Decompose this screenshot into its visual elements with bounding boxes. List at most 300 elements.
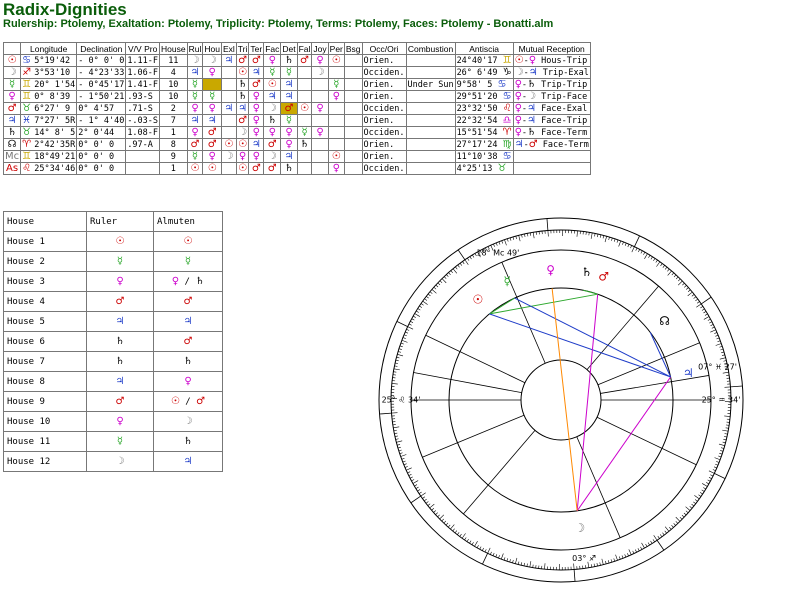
degree-tick <box>663 265 665 267</box>
per-cell-glyph: ♀ <box>332 90 340 102</box>
degree-tick <box>527 233 528 236</box>
house-almuten: ☉ / ♂ <box>154 392 223 412</box>
degree-tick <box>723 442 726 443</box>
exl-cell <box>221 151 236 163</box>
exl-cell <box>221 67 236 79</box>
house-almuten: ♃ <box>154 312 223 332</box>
rul-cell-glyph: ♂ <box>190 138 200 150</box>
house-almuten: ☉ <box>154 232 223 252</box>
degree-tick <box>455 267 457 269</box>
rul-cell <box>187 115 203 127</box>
antiscia-cell: 23°32'50 ♌ <box>456 102 512 114</box>
tri-cell-glyph: ♄ <box>238 78 248 90</box>
degree-tick <box>436 285 438 287</box>
hou-cell <box>203 67 222 79</box>
ter-cell <box>249 103 264 115</box>
house-cell: 8 <box>160 139 188 151</box>
degree-tick <box>591 233 592 239</box>
planet-glyph: ☉ <box>472 292 484 307</box>
degree-tick <box>438 515 440 517</box>
joy-cell <box>312 151 328 163</box>
fac-cell <box>264 115 281 127</box>
planet-cell-glyph: ♂ <box>7 102 17 114</box>
vv-pro-cell <box>126 151 160 163</box>
house-cell: 10 <box>160 79 188 91</box>
degree-tick <box>450 525 454 530</box>
degree-tick <box>477 545 478 548</box>
house-cell: 7 <box>160 115 188 127</box>
exl-cell <box>221 127 236 139</box>
degree-tick <box>493 553 494 556</box>
degree-tick <box>428 504 430 506</box>
house-name: House 2 <box>4 252 87 272</box>
degree-tick <box>648 543 650 546</box>
degree-tick <box>702 483 707 486</box>
det-cell <box>281 55 297 67</box>
dignity-row <box>4 79 591 91</box>
degree-tick <box>715 458 721 460</box>
rul-cell <box>187 55 203 67</box>
house-almuten: ♀ <box>154 372 223 392</box>
degree-tick <box>656 262 659 267</box>
bsg-cell <box>344 79 362 91</box>
degree-tick <box>692 294 694 296</box>
degree-tick <box>404 335 407 336</box>
house-row <box>4 252 223 272</box>
house-ruler: ♃ <box>87 312 154 332</box>
vv-pro-cell: 1.11-F <box>127 55 159 66</box>
fac-cell-glyph: ☿ <box>269 66 276 78</box>
degree-tick <box>395 363 398 364</box>
degree-tick <box>668 271 672 276</box>
degree-tick <box>616 555 618 561</box>
tri-cell-glyph: ♂ <box>238 114 248 126</box>
house-row <box>4 452 223 472</box>
longitude-cell: ♓ 7°27' 5R <box>22 114 76 126</box>
per-cell <box>328 115 344 127</box>
sign-boundary <box>397 321 408 326</box>
degree-tick <box>682 515 684 517</box>
exl-cell-glyph: ☽ <box>224 150 234 162</box>
ter-cell-glyph: ♀ <box>252 102 260 114</box>
house-row <box>4 392 223 412</box>
degree-tick <box>530 561 531 567</box>
degree-tick <box>703 487 706 489</box>
planet-glyph: ♂ <box>598 269 609 284</box>
exl-cell <box>221 139 236 151</box>
degree-tick <box>686 511 688 513</box>
degree-tick <box>633 551 634 554</box>
antiscia-cell: 29°51'20 ♋ <box>456 90 512 102</box>
sign-glyph: ♊ <box>22 90 35 102</box>
degree-tick <box>465 260 468 265</box>
degree-tick <box>510 559 511 562</box>
degree-tick <box>393 427 399 428</box>
joy-cell <box>312 91 328 103</box>
degree-tick <box>643 252 644 255</box>
fal-cell <box>297 79 312 91</box>
house-cell: 10 <box>160 91 188 103</box>
degree-tick <box>608 560 609 563</box>
degree-tick <box>720 349 723 350</box>
degree-tick <box>722 355 725 356</box>
hou-cell-glyph: ♂ <box>207 138 217 150</box>
exl-cell-glyph: ♃ <box>224 102 234 114</box>
degree-tick <box>723 439 726 440</box>
degree-tick <box>597 234 598 237</box>
degree-tick <box>660 534 662 536</box>
house-ruler: ♂ <box>87 292 154 312</box>
antiscia-sign-glyph: ♍ <box>502 138 512 150</box>
bsg-cell <box>344 127 362 139</box>
degree-tick <box>399 349 402 350</box>
degree-tick <box>669 527 671 529</box>
planet-cell-glyph: ☽ <box>7 66 17 78</box>
planet-glyph: ♄ <box>581 265 593 280</box>
dignity-row <box>4 67 591 79</box>
combustion-cell <box>406 115 455 127</box>
degree-tick <box>690 506 692 508</box>
planet-glyph: ♃ <box>682 365 694 380</box>
col-header: Exl <box>222 43 235 54</box>
degree-tick <box>636 248 637 251</box>
ter-cell-glyph: ♀ <box>252 126 260 138</box>
vv-pro-cell: 1.41-F <box>127 79 159 90</box>
degree-tick <box>502 241 503 244</box>
hou-cell-glyph: ☽ <box>207 54 217 66</box>
degree-tick <box>444 521 446 523</box>
rul-cell-glyph: ☿ <box>191 150 199 162</box>
degree-tick <box>724 436 727 437</box>
sign-glyph: ♉ <box>22 126 35 138</box>
det-cell <box>281 115 297 127</box>
degree-tick <box>665 267 667 269</box>
mutual-reception-cell: ♃-♂ Face-Term <box>514 138 589 150</box>
col-header: Mutual Reception <box>513 43 590 55</box>
hou-cell-glyph: ♀ <box>208 66 216 78</box>
bsg-cell <box>344 91 362 103</box>
fac-cell-glyph: ♀ <box>268 126 276 138</box>
degree-tick <box>642 543 645 548</box>
house-col-header: Ruler <box>87 212 154 232</box>
dignity-row <box>4 127 591 139</box>
hou-cell <box>203 55 222 67</box>
antiscia-sign-glyph: ♌ <box>502 102 512 114</box>
degree-tick <box>396 439 399 440</box>
degree-tick <box>700 306 703 308</box>
planet-cell <box>4 79 21 91</box>
fal-cell <box>297 139 312 151</box>
degree-tick <box>704 311 707 313</box>
vv-pro-cell <box>126 163 160 175</box>
col-header: Ter <box>250 43 263 54</box>
mutual-reception-cell <box>513 151 590 163</box>
degree-tick <box>438 283 440 285</box>
degree-tick <box>605 236 607 242</box>
longitude-cell: ♊ 20° 1'54 <box>22 78 76 90</box>
degree-tick <box>611 559 612 562</box>
house-name: House 4 <box>4 292 87 312</box>
degree-tick <box>516 236 517 239</box>
planet-cell <box>4 91 21 103</box>
tri-cell-glyph: ☉ <box>238 138 248 150</box>
det-cell <box>281 127 297 139</box>
degree-tick <box>434 510 436 512</box>
bsg-cell <box>344 163 362 175</box>
mutual-reception-cell: ♀-♄ Face-Term <box>513 127 590 139</box>
occ-ori-cell: Orien. <box>362 79 406 91</box>
fac-cell <box>264 67 281 79</box>
rul-cell <box>187 127 203 139</box>
degree-tick <box>632 247 635 252</box>
dignity-row <box>4 163 591 175</box>
occ-ori-cell: Occiden. <box>363 127 405 138</box>
degree-tick <box>646 544 648 547</box>
longitude-cell: ♉ 6°27' 9 <box>21 103 77 115</box>
degree-tick <box>488 548 491 553</box>
det-cell <box>281 151 297 163</box>
degree-tick <box>421 304 423 306</box>
col-header: Occ/Ori <box>362 43 406 55</box>
degree-tick <box>524 234 525 237</box>
degree-tick <box>440 281 442 283</box>
det-cell-glyph: ♀ <box>285 138 293 150</box>
degree-tick <box>665 531 667 533</box>
rul-cell-glyph: ♀ <box>191 102 199 114</box>
mutual-reception-cell: ♀-♃ Face-Exal <box>513 103 590 115</box>
degree-tick <box>713 469 716 470</box>
vv-pro-cell: 1.06-F <box>127 67 159 78</box>
joy-cell <box>312 163 328 175</box>
combustion-cell <box>406 55 455 67</box>
degree-tick <box>716 461 719 462</box>
degree-tick <box>653 258 655 260</box>
degree-tick <box>591 564 592 567</box>
degree-tick <box>462 261 464 263</box>
degree-tick <box>458 265 460 267</box>
hou-cell <box>203 127 222 139</box>
per-cell <box>328 163 344 175</box>
degree-tick <box>695 299 697 301</box>
degree-tick <box>522 235 523 238</box>
degree-tick <box>656 260 658 262</box>
degree-tick <box>403 337 406 338</box>
degree-tick <box>723 372 729 373</box>
tri-cell <box>236 115 249 127</box>
det-cell-glyph: ♀ <box>285 126 293 138</box>
degree-tick <box>405 332 408 333</box>
planet-cell <box>4 67 21 79</box>
sign-glyph: ♋ <box>22 54 35 66</box>
planet-cell-glyph: ♀ <box>8 90 16 102</box>
degree-tick <box>446 275 448 277</box>
degree-tick <box>680 517 682 519</box>
degree-tick <box>394 369 400 370</box>
combustion-cell <box>406 139 455 151</box>
degree-tick <box>448 525 450 527</box>
planet-cell <box>4 103 21 115</box>
longitude-cell: ♉ 14° 8' 5 <box>22 126 76 138</box>
antiscia-sign-glyph: ♋ <box>502 150 512 162</box>
degree-tick <box>614 239 615 242</box>
degree-tick <box>654 535 657 540</box>
degree-tick <box>718 456 721 457</box>
degree-tick <box>721 448 724 449</box>
degree-tick <box>638 548 639 551</box>
col-header: Det <box>282 43 296 54</box>
degree-tick <box>507 558 508 561</box>
degree-tick <box>617 240 618 243</box>
degree-tick <box>504 240 506 246</box>
tri-cell-glyph: ♄ <box>238 90 248 102</box>
det-cell-glyph: ☿ <box>285 114 293 126</box>
col-header: Fac <box>265 43 280 54</box>
det-cell <box>281 79 297 91</box>
degree-tick <box>697 301 699 303</box>
rul-cell-glyph: ☉ <box>190 162 200 174</box>
degree-tick <box>709 477 712 478</box>
degree-tick <box>482 548 483 551</box>
degree-tick <box>462 533 465 538</box>
aspect-line <box>583 290 597 294</box>
mutual-reception-cell: ☽-♃ Trip-Exal <box>514 66 589 78</box>
tri-cell-glyph: ♀ <box>238 150 247 162</box>
degree-tick <box>723 361 726 362</box>
degree-tick <box>678 279 680 281</box>
house-name: House 3 <box>4 272 87 292</box>
degree-tick <box>411 479 414 480</box>
rul-cell-glyph: ☿ <box>191 78 199 90</box>
degree-tick <box>708 319 711 320</box>
fal-cell <box>297 127 312 139</box>
degree-tick <box>453 269 457 274</box>
joy-cell <box>312 139 328 151</box>
house-ruler: ☽ <box>87 452 154 472</box>
per-cell-glyph: ☉ <box>331 54 341 66</box>
degree-tick <box>674 523 676 525</box>
degree-tick <box>446 523 448 525</box>
sign-boundary <box>380 413 392 414</box>
planet-cell <box>4 115 21 127</box>
house-row <box>4 332 223 352</box>
fal-cell <box>297 115 312 127</box>
degree-tick <box>667 269 669 271</box>
degree-tick <box>609 237 610 240</box>
degree-tick <box>721 352 724 353</box>
fac-cell <box>264 139 281 151</box>
ter-cell <box>249 115 264 127</box>
antiscia-sign-glyph: ♉ <box>497 162 507 174</box>
degree-tick <box>716 338 719 339</box>
planet-cell <box>4 151 21 163</box>
house-almuten: ♀ / ♄ <box>154 272 223 292</box>
fac-cell-glyph: ♃ <box>267 90 277 102</box>
degree-tick <box>709 322 712 323</box>
house-ruler: ♃ <box>87 372 154 392</box>
degree-tick <box>700 492 702 494</box>
per-cell <box>328 139 344 151</box>
exl-cell <box>221 91 236 103</box>
degree-tick <box>694 297 696 299</box>
antiscia-cell: 11°10'38 ♋ <box>456 150 512 162</box>
joy-cell-glyph: ☽ <box>315 66 325 78</box>
degree-tick <box>419 306 421 308</box>
degree-tick <box>630 245 631 248</box>
fal-cell <box>297 163 312 175</box>
aspect-line <box>552 288 577 510</box>
house-cusp-line <box>414 372 522 392</box>
degree-tick <box>426 501 428 503</box>
exl-cell-glyph: ☉ <box>224 138 234 150</box>
house-cell: 1 <box>160 127 188 139</box>
degree-tick <box>704 316 709 319</box>
degree-tick <box>651 257 653 260</box>
fal-cell <box>297 67 312 79</box>
degree-tick <box>698 495 700 497</box>
combustion-cell <box>406 163 455 175</box>
occ-ori-cell: Occiden. <box>363 67 405 78</box>
degree-tick <box>398 447 401 448</box>
house-name: House 11 <box>4 432 87 452</box>
planet-cell <box>4 127 21 139</box>
degree-tick <box>722 430 728 431</box>
col-header: V/V Pro <box>126 43 160 55</box>
sign-glyph: ♓ <box>22 114 35 126</box>
hou-cell <box>203 91 222 103</box>
degree-tick <box>394 430 397 431</box>
house-cusp-line <box>426 335 525 382</box>
ter-cell-glyph: ♀ <box>252 150 260 162</box>
rul-cell-glyph: ☽ <box>190 54 200 66</box>
col-header: Combustion <box>407 43 454 54</box>
house-almuten: ♂ <box>154 292 223 312</box>
degree-tick <box>423 301 428 304</box>
degree-tick <box>432 289 437 293</box>
declination-cell: 2° 0'44 <box>77 127 126 139</box>
tri-cell <box>236 127 249 139</box>
combustion-cell <box>406 151 455 163</box>
antiscia-sign-glyph: ♈ <box>502 126 512 138</box>
antiscia-sign-glyph: ♑ <box>502 66 512 78</box>
degree-tick <box>442 279 446 283</box>
house-name: House 5 <box>4 312 87 332</box>
antiscia-cell: 9°58' 5 ♋ <box>455 79 513 91</box>
exl-cell <box>221 55 236 67</box>
degree-tick <box>527 564 528 567</box>
degree-tick <box>467 539 469 541</box>
house-cell: 2 <box>160 103 188 115</box>
cusp-label: 03° ♐ <box>572 553 597 563</box>
degree-tick <box>394 366 397 367</box>
sign-glyph: ♊ <box>22 78 35 90</box>
hou-cell-glyph: ☿ <box>209 90 216 102</box>
degree-tick <box>415 314 420 317</box>
joy-cell <box>312 103 328 115</box>
degree-tick <box>512 560 513 563</box>
rul-cell <box>187 67 203 79</box>
house-name: House 1 <box>4 232 87 252</box>
house-row <box>4 412 223 432</box>
house-almuten: ☽ <box>154 412 223 432</box>
degree-tick <box>577 231 578 237</box>
degree-tick <box>711 324 714 325</box>
degree-tick <box>399 450 402 451</box>
degree-tick <box>519 235 520 241</box>
house-ruler: ♄ <box>87 352 154 372</box>
joy-cell <box>312 67 328 79</box>
fac-cell-glyph: ♀ <box>268 54 276 66</box>
antiscia-cell: 22°32'54 ♎ <box>456 114 512 126</box>
